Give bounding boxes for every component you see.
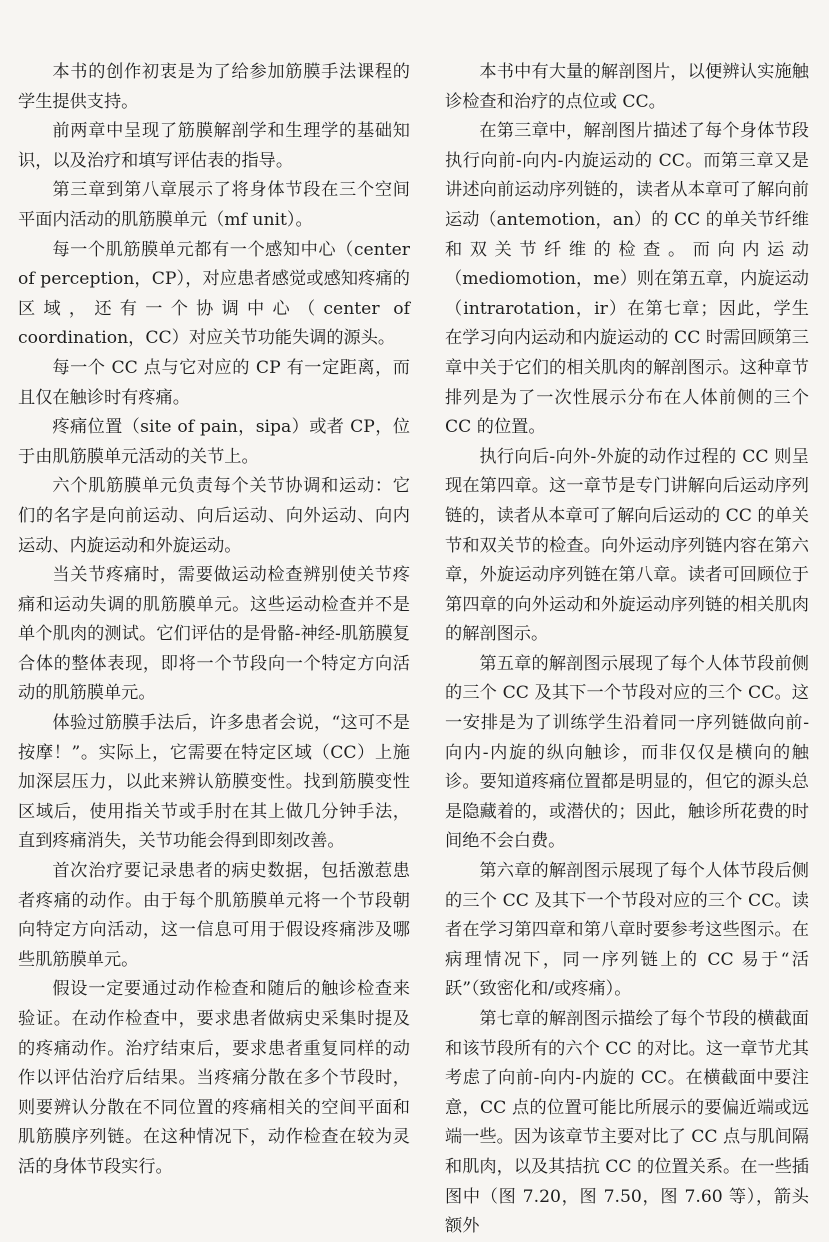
paragraph: 本书的创作初衷是为了给参加筋膜手法课程的学生提供支持。 [18,62,410,112]
paragraph: 前两章中呈现了筋膜解剖学和生理学的基础知识，以及治疗和填写评估表的指导。 [18,121,410,171]
paragraph: 六个肌筋膜单元负责每个关节协调和运动：它们的名字是向前运动、向后运动、向外运动、向内运动、内旋运动和外旋运动。 [18,476,410,556]
paragraph: 首次治疗要记录患者的病史数据，包括激惹患者疼痛的动作。由于每个肌筋膜单元将一个节段朝向特定方向活动，这一信息可用于假设疼痛涉及哪些肌筋膜单元。 [18,861,410,970]
paragraph: 执行向后-向外-外旋的动作过程的 CC 则呈现在第四章。这一章节是专门讲解向后运动序列链的，读者从本章可了解向后运动的 CC 的单关节和双关节的检查。向外运动序列链内容在第六章，外旋运动序列链在第八章。读者可回顾位于第四章的向外运动和外旋运动序列链的相关肌肉的解剖图示。 [445,446,809,645]
paragraph: 当关节疼痛时，需要做运动检查辨别使关节疼痛和运动失调的肌筋膜单元。这些运动检查并不是单个肌肉的测试。它们评估的是骨骼-神经-肌筋膜复合体的整体表现，即将一个节段向一个特定方向活动的肌筋膜单元。 [18,565,410,704]
paragraph: 疼痛位置（site of pain，sipa）或者 CP，位于由肌筋膜单元活动的关节上。 [18,417,410,467]
paragraph: 第五章的解剖图示展现了每个人体节段前侧的三个 CC 及其下一个节段对应的三个 CC。这一安排是为了训练学生沿着同一序列链做向前-向内-内旋的纵向触诊，而非仅仅是横向的触诊。要知道疼痛位置都是明显的，但它的源头总是隐藏着的，或潜伏的；因此，触诊所花费的时间绝不会白费。 [445,653,809,852]
paragraph: 第三章到第八章展示了将身体节段在三个空间平面内活动的肌筋膜单元（mf unit）。 [18,180,410,230]
paragraph: 在第三章中，解剖图片描述了每个身体节段执行向前-向内-内旋运动的 CC。而第三章又是讲述向前运动序列链的，读者从本章可了解向前运动（antemotion，an）的 CC 的单关节纤维和双关节纤维的检查。而向内运动（mediomotion，me）则在第五章，内旋运动（intrarotation，ir）在第七章；因此，学生在学习向内运动和内旋运动的 CC 时需回顾第三章中关于它们的相关肌肉的解剖图示。这种章节排列是为了一次性展示分布在人体前侧的三个 CC 的位置。 [445,121,809,438]
paragraph: 每一个 CC 点与它对应的 CP 有一定距离，而且仅在触诊时有疼痛。 [18,357,410,408]
paragraph: 第七章的解剖图示描绘了每个节段的横截面和该节段所有的六个 CC 的对比。这一章节尤其考虑了向前-向内-内旋的 CC。在横截面中要注意，CC 点的位置可能比所展示的要偏近端或远端一些。因为该章节主要对比了 CC 点与肌间隔和肌肉，以及其拮抗 CC 的位置关系。在一些插图中（图 7.20，图 7.50，图 7.60 等），箭头额外 [445,1009,809,1237]
right-text-column [445,58,813,1237]
paragraph: 本书中有大量的解剖图片，以便辨认实施触诊检查和治疗的点位或 CC。 [445,62,809,112]
paragraph: 体验过筋膜手法后，许多患者会说，“这可不是按摩！”。实际上，它需要在特定区域（CC）上施加深层压力，以此来辨认筋膜变性。找到筋膜变性区域后，使用指关节或手肘在其上做几分钟手法，直到疼痛消失，关节功能会得到即刻改善。 [18,713,410,852]
paragraph: 假设一定要通过动作检查和随后的触诊检查来验证。在动作检查中，要求患者做病史采集时提及的疼痛动作。治疗结束后，要求患者重复同样的动作以评估治疗后结果。当疼痛分散在多个节段时，则要辨认分散在不同位置的疼痛相关的空间平面和肌筋膜序列链。在这种情况下，动作检查在较为灵活的身体节段实行。 [18,979,410,1177]
left-text-column [18,58,410,1177]
paragraph: 第六章的解剖图示展现了每个人体节段后侧的三个 CC 及其下一个节段对应的三个 CC。读者在学习第四章和第八章时要参考这些图示。在病理情况下，同一序列链上的 CC 易于“活跃”（致密化和/或疼痛）。 [445,861,809,1000]
paragraph: 每一个肌筋膜单元都有一个感知中心（center of perception，CP），对应患者感觉或感知疼痛的区域，还有一个协调中心（center of coordination，CC）对应关节功能失调的源头。 [18,239,410,349]
